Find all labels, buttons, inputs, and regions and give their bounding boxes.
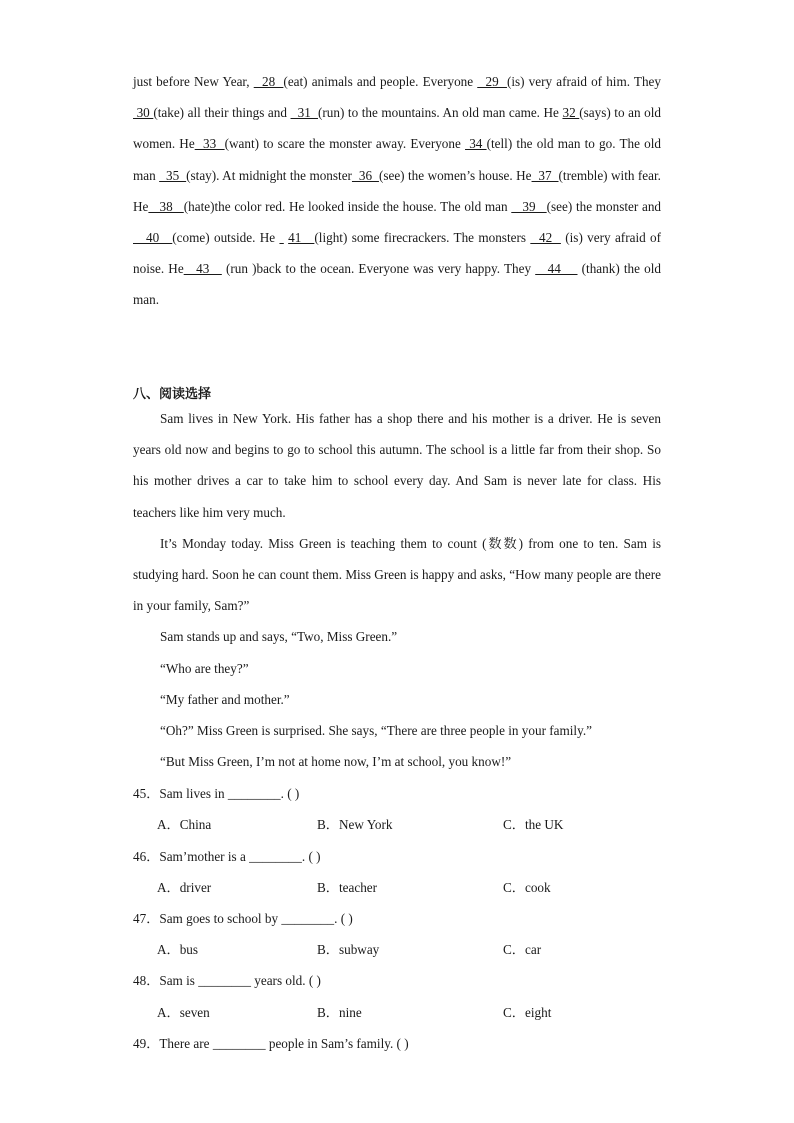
option-c[interactable]: C．car: [503, 942, 542, 957]
question-45: 45．Sam lives in ________. ( ): [133, 786, 300, 801]
option-a[interactable]: A．China: [157, 817, 212, 832]
option-a[interactable]: A．seven: [157, 1005, 210, 1020]
cloze-text: (eat) animals and people. Everyone: [283, 74, 478, 89]
cloze-text: (run) to the mountains. An old man came. He: [317, 105, 563, 121]
passage-dialogue: “Who are they?”: [160, 660, 249, 676]
cloze-blank[interactable]: 29: [477, 74, 507, 89]
question-49: 49．There are ________ people in Sam’s family. ( ): [133, 1036, 409, 1051]
question-48: 48．Sam is ________ years old. ( ): [133, 973, 321, 988]
cloze-text: (tremble) with fear. He: [133, 167, 661, 214]
passage-dialogue: “My father and mother.”: [160, 691, 290, 707]
cloze-blank[interactable]: 42: [530, 230, 561, 246]
cloze-blank[interactable]: 30: [133, 105, 154, 121]
cloze-blank[interactable]: 35: [159, 167, 187, 183]
option-a[interactable]: A．driver: [157, 880, 212, 895]
cloze-blank[interactable]: 37: [531, 167, 559, 183]
cloze-text: just before New Year,: [133, 74, 254, 89]
reading-passage: [133, 403, 661, 777]
option-b[interactable]: B．New York: [317, 817, 393, 832]
cloze-blank[interactable]: 43: [183, 261, 222, 277]
option-a[interactable]: A．bus: [157, 942, 199, 957]
cloze-blank[interactable]: 33: [194, 136, 225, 152]
option-b[interactable]: B．teacher: [317, 880, 378, 895]
passage-dialogue: “Oh?” Miss Green is surprised. She says, “There are three people in your family.”: [160, 723, 592, 739]
cloze-text: (thank) the old man.: [133, 261, 662, 308]
question-46-options: [157, 872, 657, 903]
cloze-blank[interactable]: 39: [511, 198, 547, 214]
question-46: 46．Sam’mother is a ________. ( ): [133, 849, 321, 864]
cloze-blank[interactable]: 34: [465, 136, 487, 152]
question-47-options: [157, 934, 657, 965]
cloze-blank[interactable]: 38: [148, 198, 184, 214]
option-b[interactable]: B．nine: [317, 1005, 362, 1020]
passage-paragraph: Sam lives in New York. His father has a shop there and his mother is a driver. He is seven years old now and begins to go to school this autumn. The school is a little far from their shop. So his mother drives a car to take him to school every day. And Sam is never late for class. His teachers like him very much.: [133, 411, 661, 520]
cloze-text: (take) all their things and: [153, 105, 291, 121]
option-b[interactable]: B．subway: [317, 942, 380, 957]
cloze-blank[interactable]: 44: [535, 261, 578, 277]
cloze-text: (run )back to the ocean. Everyone was very happy. They: [221, 261, 536, 277]
passage-dialogue: “But Miss Green, I’m not at home now, I’m at school, you know!”: [160, 754, 512, 770]
cloze-blank[interactable]: 32: [562, 105, 580, 121]
cloze-text: (is) very afraid of him. They: [506, 74, 661, 89]
cloze-text: (tell) the old man to go. The old man: [133, 136, 662, 183]
cloze-text: (is) very afraid of noise. He: [133, 230, 662, 277]
option-c[interactable]: C．cook: [503, 880, 551, 895]
question-45-options: [157, 809, 657, 840]
option-c[interactable]: C．eight: [503, 1005, 552, 1020]
cloze-text: (hate)the color red. He looked inside the house. The old man: [183, 198, 512, 214]
cloze-blank[interactable]: 31: [290, 105, 318, 121]
cloze-text: (see) the monster and: [546, 198, 662, 214]
passage-dialogue: Sam stands up and says, “Two, Miss Green.”: [160, 629, 398, 645]
question-47: 47．Sam goes to school by ________. ( ): [133, 911, 353, 926]
cloze-text: (see) the women’s house. He: [378, 167, 532, 183]
cloze-text: (come) outside. He: [172, 230, 280, 246]
cloze-text: (says) to an old women. He: [133, 105, 661, 152]
passage-paragraph: It’s Monday today. Miss Green is teaching them to count (数数) from one to ten. Sam is studying hard. Soon he can count them. Miss Green is happy and asks, “How many people are there in your family, Sam?”: [133, 535, 661, 614]
cloze-text: (want) to scare the monster away. Everyone: [224, 136, 466, 152]
cloze-blank[interactable]: 28: [253, 74, 284, 89]
section-title: 八、阅读选择: [133, 387, 212, 402]
question-48-options: [157, 997, 657, 1028]
cloze-text: (stay). At midnight the monster: [186, 167, 352, 183]
cloze-blank[interactable]: 40: [133, 230, 173, 246]
cloze-passage: [133, 66, 661, 316]
cloze-blank[interactable]: 36: [351, 167, 379, 183]
option-c[interactable]: C．the UK: [503, 817, 564, 832]
cloze-text: (light) some firecrackers. The monsters: [314, 230, 531, 246]
cloze-blank[interactable]: 41: [288, 230, 315, 246]
